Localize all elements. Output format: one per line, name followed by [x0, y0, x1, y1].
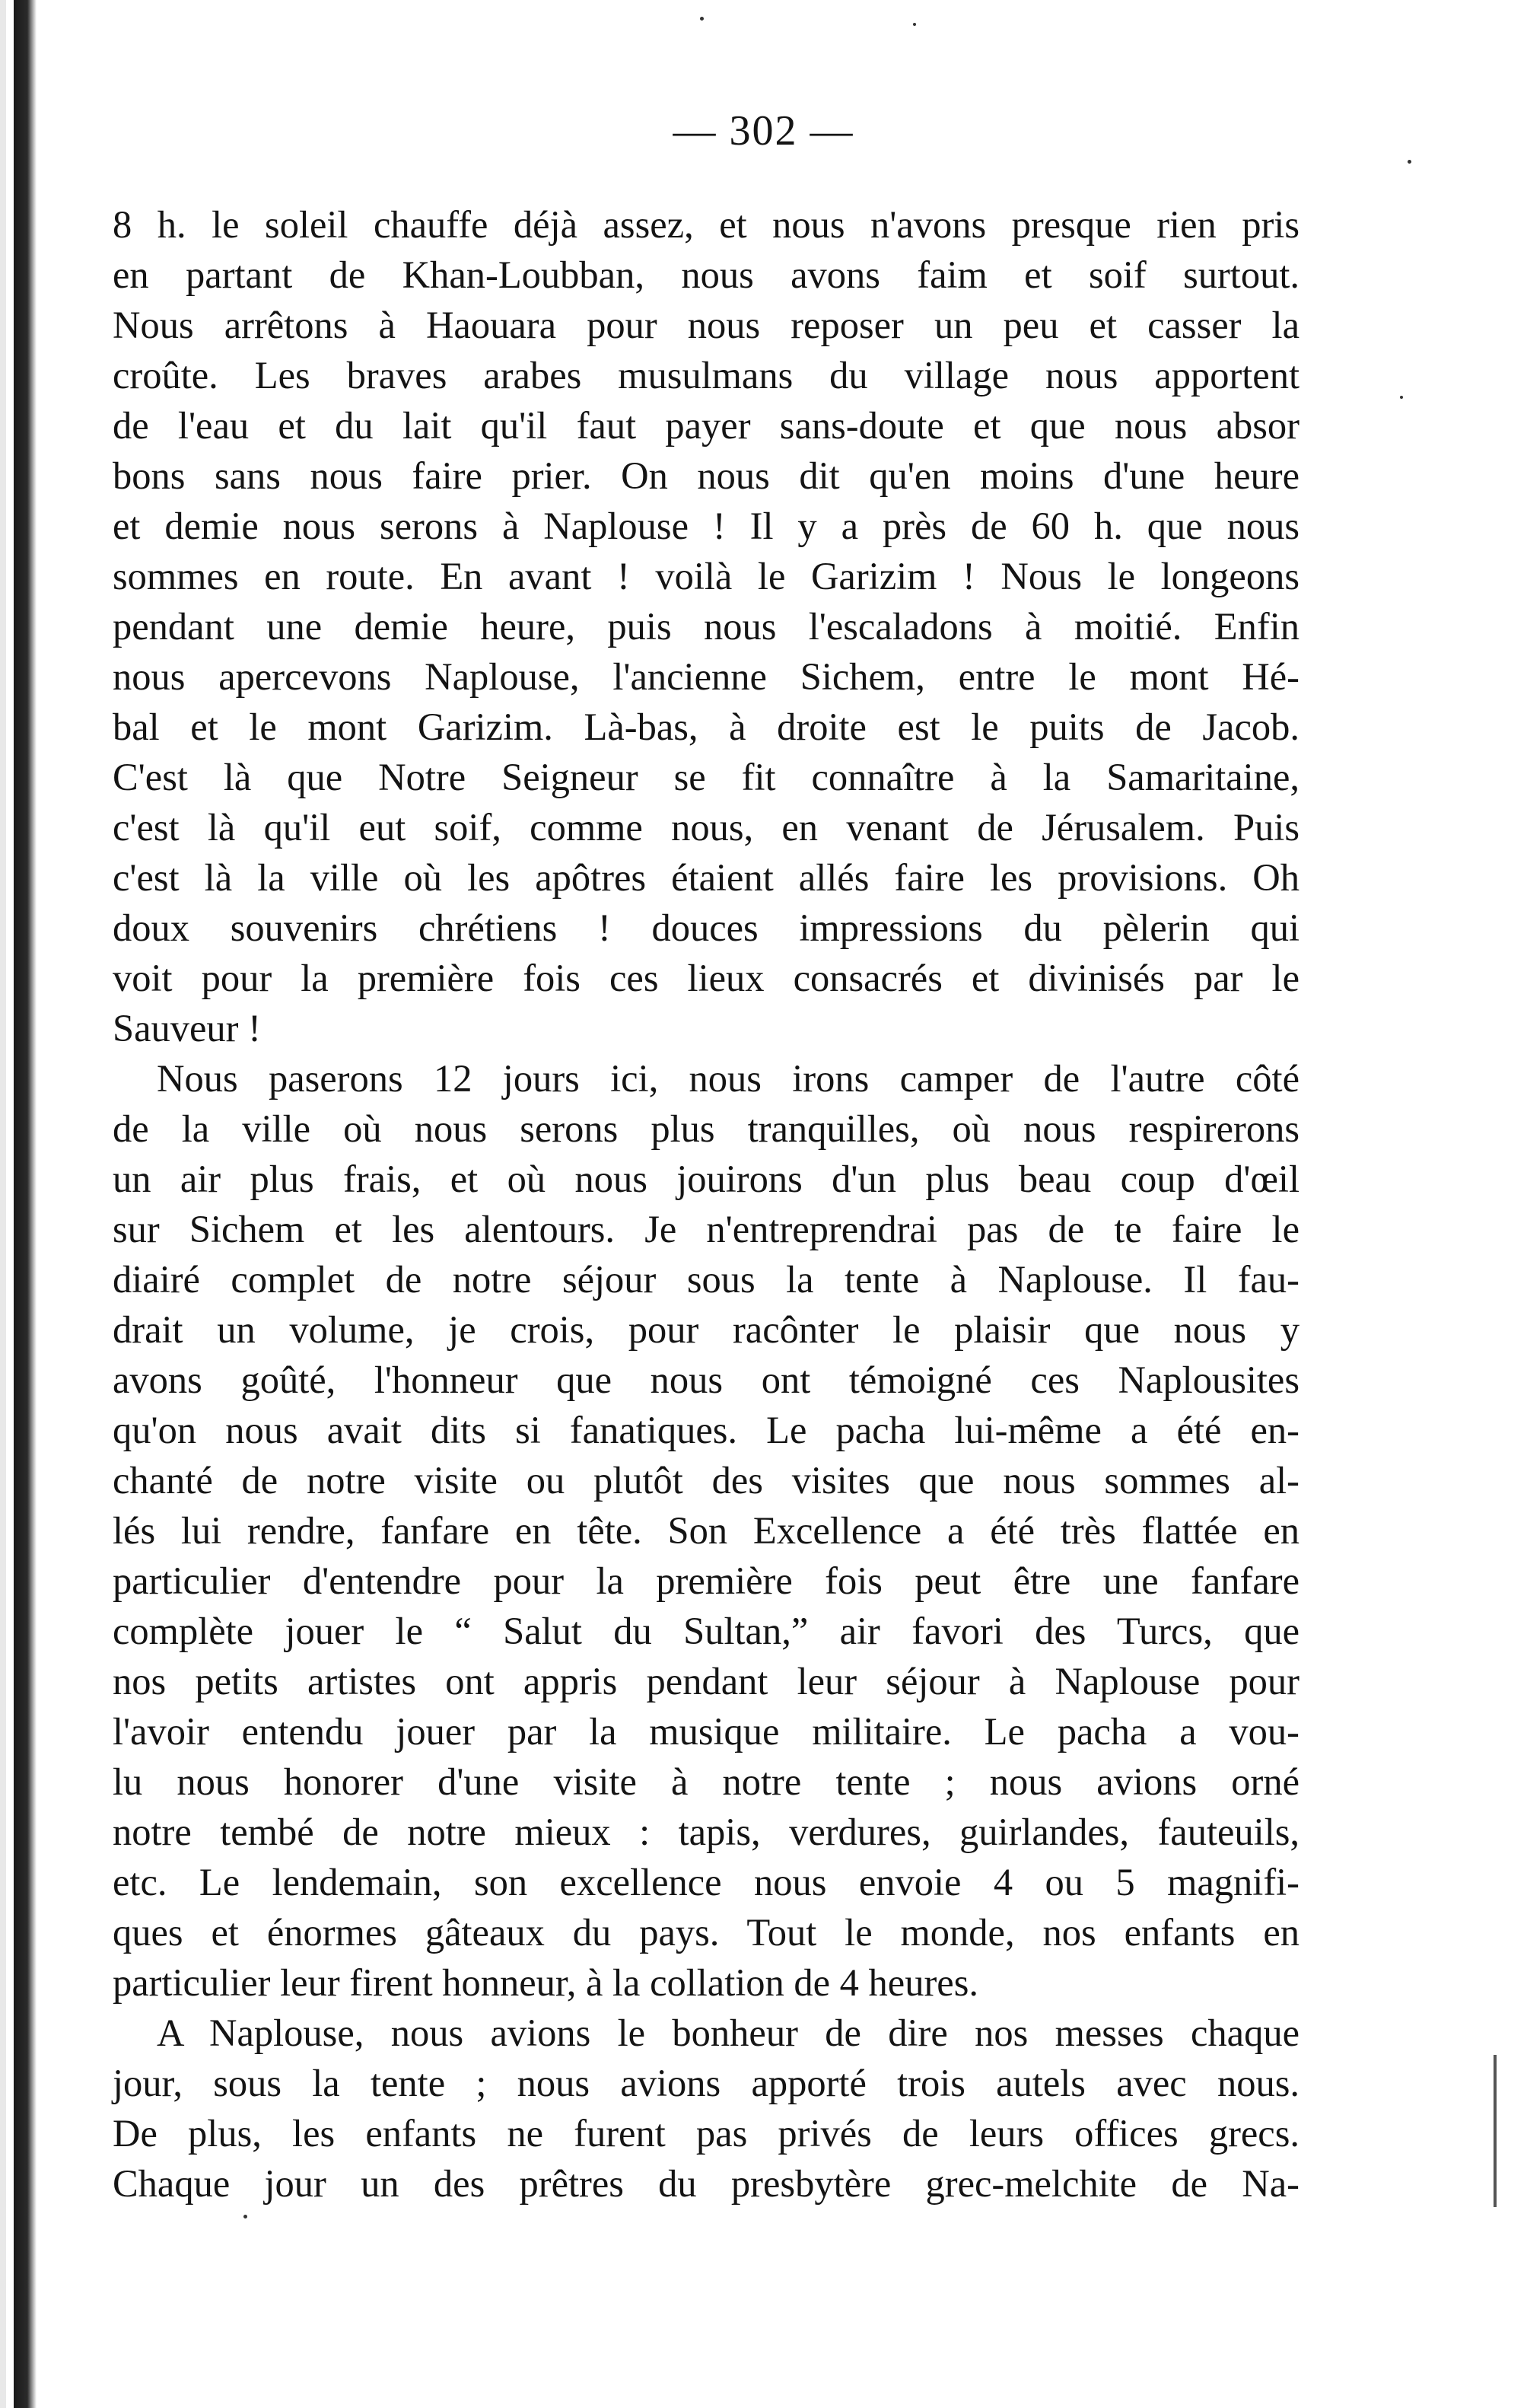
- text-line: de l'eau et du lait qu'il faut payer sans-doute et que nous absor: [113, 404, 1300, 447]
- text-line: 8 h. le soleil chauffe déjà assez, et nous n'avons presque rien pris: [113, 203, 1300, 246]
- text-line: nos petits artistes ont appris pendant leur séjour à Naplouse pour: [113, 1660, 1300, 1702]
- text-line: diairé complet de notre séjour sous la tente à Naplouse. Il fau-: [113, 1258, 1300, 1301]
- text-line: nous apercevons Naplouse, l'ancienne Sichem, entre le mont Hé-: [113, 655, 1300, 698]
- scan-margin: [0, 0, 6, 2408]
- page-number: — 302 —: [673, 107, 854, 154]
- page-body: [113, 199, 1300, 2209]
- text-line: un air plus frais, et où nous jouirons d'un plus beau coup d'œil: [113, 1158, 1300, 1200]
- text-line: qu'on nous avait dits si fanatiques. Le pacha lui-même a été en-: [113, 1409, 1300, 1451]
- scan-edge-mark: [1494, 2055, 1497, 2207]
- text-line: avons goûté, l'honneur que nous ont témoigné ces Naplousites: [113, 1358, 1300, 1401]
- paragraph-start-line: A Naplouse, nous avions le bonheur de dire nos messes chaque: [157, 2011, 1300, 2054]
- text-line: jour, sous la tente ; nous avions apporté trois autels avec nous.: [113, 2062, 1300, 2104]
- text-line: particulier leur firent honneur, à la collation de 4 heures.: [113, 1961, 978, 2004]
- text-line: pendant une demie heure, puis nous l'escaladons à moitié. Enfin: [113, 605, 1300, 648]
- text-line: De plus, les enfants ne furent pas privés de leurs offices grecs.: [113, 2112, 1300, 2155]
- text-line: en partant de Khan-Loubban, nous avons faim et soif surtout.: [113, 253, 1300, 296]
- text-line: croûte. Les braves arabes musulmans du village nous apportent: [113, 354, 1300, 397]
- text-line: chanté de notre visite ou plutôt des visites que nous sommes al-: [113, 1459, 1300, 1502]
- text-line: Sauveur !: [113, 1007, 261, 1050]
- text-line: doux souvenirs chrétiens ! douces impressions du pèlerin qui: [113, 906, 1300, 949]
- text-line: drait un volume, je crois, pour racônter le plaisir que nous y: [113, 1308, 1300, 1351]
- text-line: c'est là qu'il eut soif, comme nous, en venant de Jérusalem. Puis: [113, 806, 1300, 849]
- text-line: particulier d'entendre pour la première fois peut être une fanfare: [113, 1559, 1300, 1602]
- text-line: voit pour la première fois ces lieux consacrés et divinisés par le: [113, 957, 1300, 999]
- text-line: sur Sichem et les alentours. Je n'entreprendrai pas de te faire le: [113, 1208, 1300, 1250]
- text-line: bal et le mont Garizim. Là-bas, à droite est le puits de Jacob.: [113, 706, 1300, 748]
- text-line: c'est là la ville où les apôtres étaient allés faire les provisions. Oh: [113, 856, 1300, 899]
- text-line: notre tembé de notre mieux : tapis, verdures, guirlandes, fauteuils,: [113, 1811, 1300, 1853]
- text-line: de la ville où nous serons plus tranquilles, où nous respirerons: [113, 1107, 1300, 1150]
- text-line: Chaque jour un des prêtres du presbytère grec-melchite de Na-: [113, 2162, 1300, 2205]
- text-line: C'est là que Notre Seigneur se fit connaître à la Samaritaine,: [113, 756, 1300, 798]
- scan-binding-shadow: [14, 0, 37, 2408]
- text-line: Nous arrêtons à Haouara pour nous reposer un peu et casser la: [113, 304, 1300, 346]
- text-line: lu nous honorer d'une visite à notre tente ; nous avions orné: [113, 1760, 1300, 1803]
- text-line: l'avoir entendu jouer par la musique militaire. Le pacha a vou-: [113, 1710, 1300, 1753]
- text-line: lés lui rendre, fanfare en tête. Son Excellence a été très flattée en: [113, 1509, 1300, 1552]
- text-line: ques et énormes gâteaux du pays. Tout le monde, nos enfants en: [113, 1911, 1300, 1954]
- text-line: bons sans nous faire prier. On nous dit qu'en moins d'une heure: [113, 454, 1300, 497]
- text-line: sommes en route. En avant ! voilà le Garizim ! Nous le longeons: [113, 555, 1300, 597]
- text-line: et demie nous serons à Naplouse ! Il y a près de 60 h. que nous: [113, 505, 1300, 547]
- text-line: etc. Le lendemain, son excellence nous envoie 4 ou 5 magnifi-: [113, 1861, 1300, 1903]
- paragraph-start-line: Nous paserons 12 jours ici, nous irons camper de l'autre côté: [157, 1057, 1300, 1100]
- text-line: complète jouer le “ Salut du Sultan,” air favori des Turcs, que: [113, 1610, 1300, 1652]
